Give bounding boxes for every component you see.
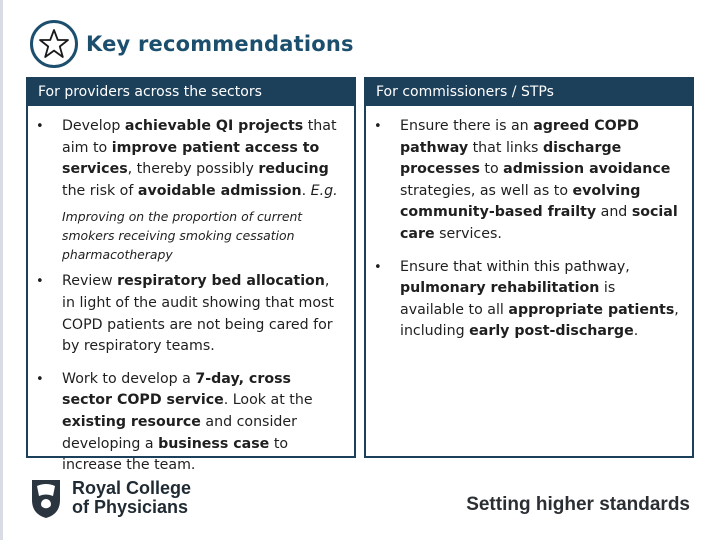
providers-panel	[26, 77, 356, 474]
bold-text: existing resource	[62, 413, 201, 430]
text: and consider developing a	[62, 413, 297, 452]
providers-recommendation-item	[34, 369, 344, 477]
bold-text: respiratory bed allocation	[117, 273, 325, 290]
bold-text: admission avoidance	[503, 161, 671, 178]
text: Review	[62, 273, 118, 290]
text: Develop	[62, 118, 125, 134]
text: is available to all	[400, 280, 616, 318]
commissioners-panel-heading: For commissioners / STPs	[366, 79, 692, 106]
text: .	[301, 182, 311, 199]
providers-panel-heading: For providers across the sectors	[28, 79, 354, 106]
org-name-line2: of Physicians	[72, 497, 189, 517]
text: services.	[434, 225, 502, 242]
text: Ensure that within this pathway,	[400, 258, 630, 275]
bold-text: 7-day, cross sector COPD service	[62, 370, 291, 409]
text: , including	[400, 301, 679, 340]
providers-recommendation-item	[34, 271, 344, 357]
bold-text: reducing	[258, 161, 329, 178]
footer-tagline: Setting higher standards	[466, 494, 690, 515]
slide-header	[30, 18, 354, 70]
text: to increase the team.	[62, 435, 289, 474]
text: the risk of	[62, 182, 138, 199]
bold-text: improve patient access to services	[62, 139, 320, 178]
text: , in light of the audit showing that most COPD patients are not being cared for by respiratory teams.	[62, 273, 334, 355]
bullet-marker: •	[374, 259, 382, 275]
page-title: Key recommendations	[86, 32, 354, 56]
rcp-crest-logo	[28, 476, 64, 520]
bold-text: agreed COPD pathway	[400, 118, 639, 156]
bullet-marker: •	[36, 274, 44, 290]
bold-text: pulmonary rehabilitation	[400, 280, 600, 297]
commissioners-recommendation-item	[372, 257, 682, 343]
bullet-marker: •	[36, 119, 44, 134]
text: and	[596, 204, 632, 221]
org-name-line1: Royal College	[72, 478, 192, 498]
left-edge-strip	[0, 0, 3, 540]
bold-text: appropriate patients	[508, 301, 675, 318]
bold-text: social care	[400, 204, 678, 242]
providers-recommendation-item	[34, 116, 344, 264]
star-icon	[30, 20, 78, 68]
bold-text: avoidable admission	[137, 182, 302, 199]
text: that aim to	[62, 118, 337, 156]
text: to	[479, 161, 504, 178]
bold-text: evolving community-based frailty	[400, 182, 641, 221]
providers-recommendation-list	[28, 106, 354, 477]
text: Ensure there is an	[400, 118, 534, 134]
rcp-wordmark	[72, 479, 191, 517]
rcp-logo	[28, 476, 191, 520]
text: , thereby possibly	[127, 161, 259, 178]
commissioners-recommendation-list	[366, 106, 692, 343]
commissioners-recommendation-item	[372, 116, 682, 246]
text: that links	[468, 139, 543, 156]
text: strategies, as well as to	[400, 182, 573, 199]
bold-text: achievable QI projects	[124, 118, 304, 134]
bold-text: business case	[158, 435, 270, 452]
italic-text: E.g.	[310, 182, 338, 199]
commissioners-panel	[364, 77, 694, 458]
bold-text: early post-discharge	[469, 323, 634, 340]
bullet-marker: •	[374, 119, 382, 134]
text: .	[633, 323, 639, 340]
example-note: Improving on the proportion of current smokers receiving smoking cessation pharmacotherapy	[62, 209, 303, 263]
text: Work to develop a	[62, 370, 196, 387]
bullet-marker: •	[36, 371, 44, 387]
text: . Look at the	[223, 392, 313, 409]
bold-text: discharge processes	[400, 139, 622, 178]
